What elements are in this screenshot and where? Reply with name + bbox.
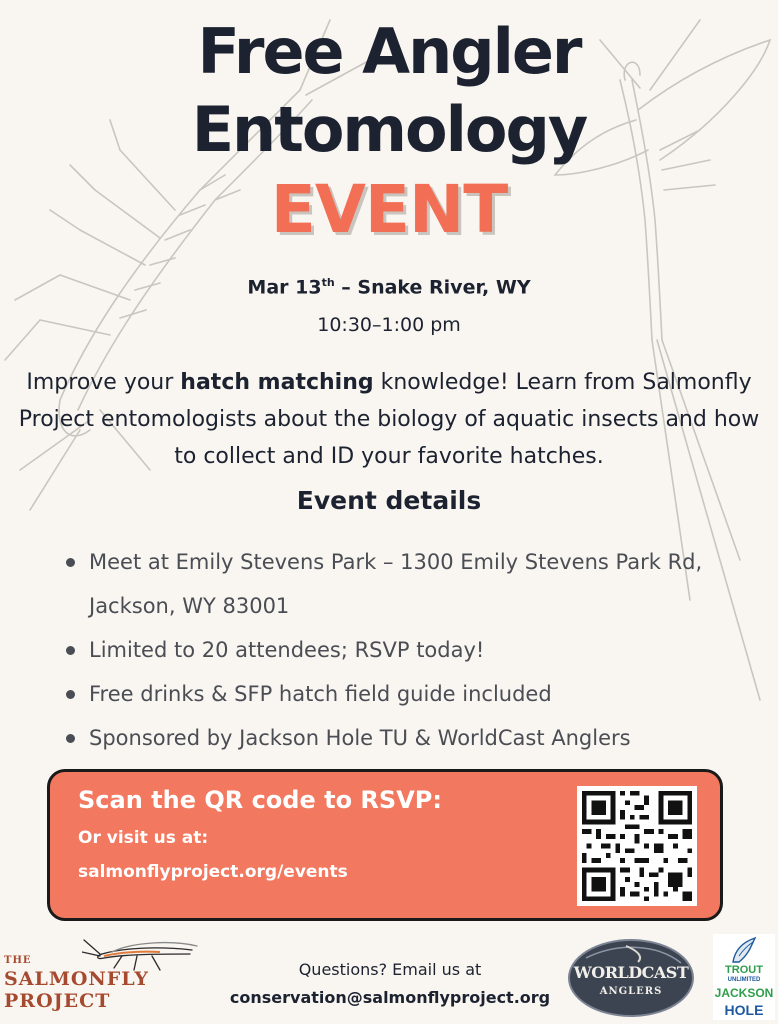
event-details-list <box>62 540 752 760</box>
worldcast-anglers-logo <box>566 938 696 1018</box>
rsvp-subtext: Or visit us at: <box>78 828 209 848</box>
rsvp-url-link[interactable]: salmonflyproject.org/events <box>78 862 348 882</box>
worldcast-logo-name: WORLDCAST <box>573 963 689 982</box>
title-line-2: Entomology <box>191 93 587 166</box>
rsvp-heading: Scan the QR code to RSVP: <box>78 786 442 814</box>
list-item: Meet at Emily Stevens Park – 1300 Emily Stevens Park Rd, Jackson, WY 83001 <box>62 540 752 628</box>
event-date-location <box>0 276 778 298</box>
qr-code[interactable] <box>577 786 697 906</box>
tu-logo-trout: TROUT <box>725 964 763 976</box>
list-item: Sponsored by Jackson Hole TU & WorldCast Anglers <box>62 716 752 760</box>
date-suffix: th <box>321 276 335 289</box>
list-item: Limited to 20 attendees; RSVP today! <box>62 628 752 672</box>
footer-email-link[interactable]: conservation@salmonflyproject.org <box>229 988 551 1007</box>
intro-text-before: Improve your <box>26 370 181 395</box>
rsvp-callout <box>47 769 723 921</box>
tu-logo-jackson: JACKSON <box>714 986 774 1000</box>
intro-text-after: knowledge! Learn from Salmonfly Project entomologists about the biology of aquatic insects and how to collect and ID your favorite hatches. <box>18 370 760 469</box>
salmonfly-logo-project: PROJECT <box>4 990 111 1012</box>
event-heading: EVENT <box>270 171 508 248</box>
date-text: Mar 13 <box>247 276 322 299</box>
salmonfly-logo-name: SALMONFLY <box>4 968 149 990</box>
tu-logo-unlimited: UNLIMITED <box>727 977 761 983</box>
intro-paragraph <box>14 364 764 475</box>
worldcast-logo-sub: ANGLERS <box>599 986 663 997</box>
event-details-heading: Event details <box>296 486 482 515</box>
location-text: – Snake River, WY <box>334 276 531 299</box>
footer-questions: Questions? Email us at <box>298 960 482 979</box>
title-line-1: Free Angler <box>197 15 581 88</box>
salmonfly-logo-the: THE <box>4 955 32 966</box>
salmonfly-insect-icon <box>82 932 202 972</box>
salmonfly-project-logo <box>2 932 202 1024</box>
event-time: 10:30–1:00 pm <box>317 314 461 336</box>
intro-text-bold: hatch matching <box>180 370 374 395</box>
trout-icon <box>727 936 761 964</box>
list-item: Free drinks & SFP hatch field guide included <box>62 672 752 716</box>
tu-logo-hole: HOLE <box>724 1002 764 1018</box>
trout-unlimited-jackson-hole-logo <box>713 934 775 1020</box>
